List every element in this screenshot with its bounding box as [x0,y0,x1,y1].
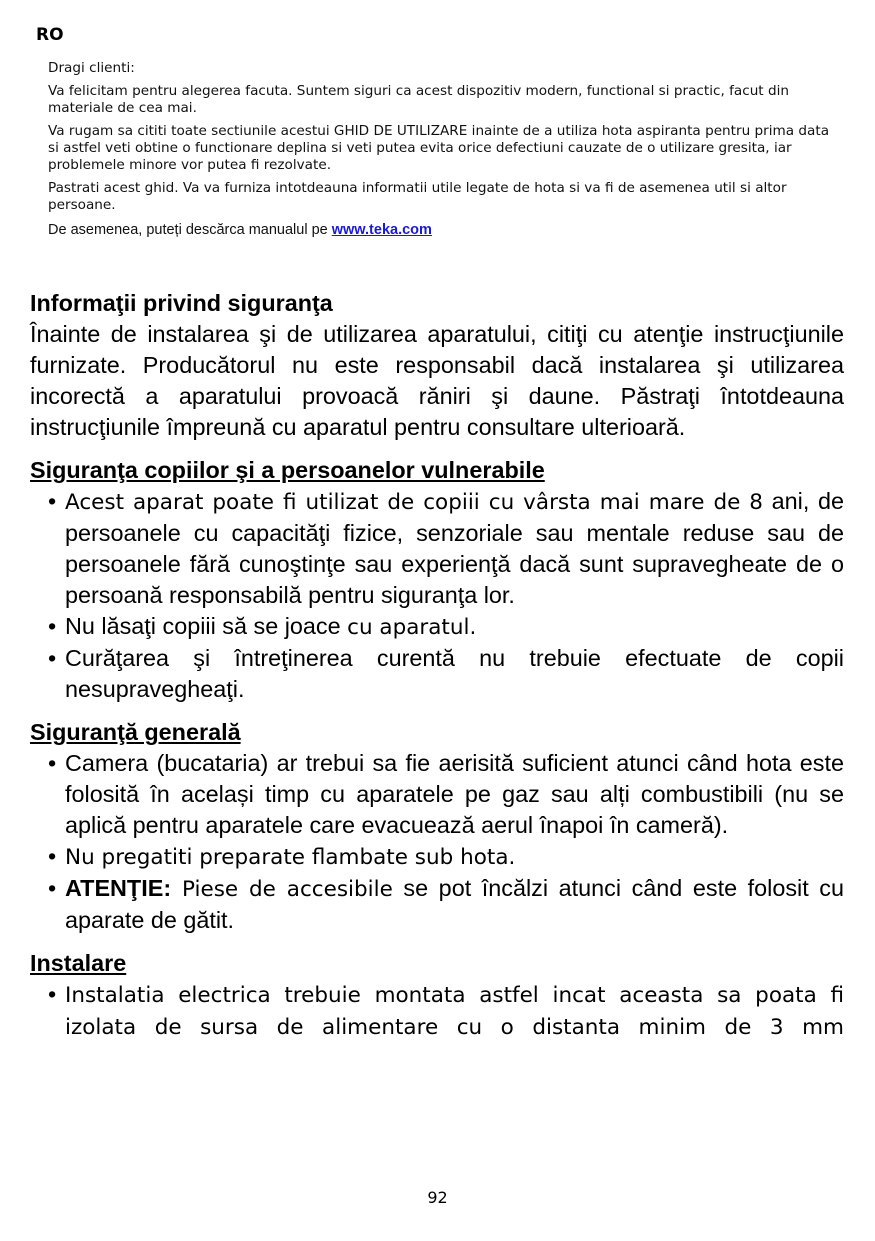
list-item [30,873,844,936]
list-item [30,486,844,611]
intro-paragraph-3: Pastrati acest ghid. Va va furniza intotdeauna informatii utile legate de hota si va fi de asemenea util si altor persoane. [48,180,787,213]
safety-paragraph: Înainte de instalarea şi de utilizarea aparatului, citiţi cu atenţie instrucţiunile furnizate. Producătorul nu este responsabil dacă instalarea şi utilizarea incorectă a aparatului provoacă răniri şi daune. Păstraţi întotdeauna instrucţiunile împreună cu aparatul pentru consultare ulterioară. [30,321,844,440]
install-list [30,979,844,1043]
general-safety-list [30,748,844,936]
list-item [30,643,844,705]
page-number: 92 [427,1188,448,1207]
download-link[interactable]: www.teka.com [331,222,432,238]
intro-paragraph-2: Va rugam sa cititi toate sectiunile acestui GHID DE UTILIZARE inainte de a utiliza hota aspiranta pentru prima data si astfel veti obtine o functionare deplina si veti putea evita orice defectiuni cauzate de o utilizare gresita, iar problemele minore vor putea fi rezolvate. [48,123,830,173]
list-item [30,979,844,1043]
download-text: De asemenea, puteți descărca manualul pe [48,222,332,238]
download-line [48,222,840,239]
bullet-icon: • [48,488,57,514]
general-safety-heading: Siguranţă generală [30,719,241,745]
children-item-2-part-a: Nu lăsaţi copiii să se joace [65,613,348,639]
list-item [30,611,844,643]
list-item [30,841,844,873]
install-heading: Instalare [30,950,127,976]
language-code: RO [36,25,64,45]
intro-section [48,60,840,245]
bullet-icon: • [48,645,57,671]
warning-label: ATENŢIE: [65,875,172,901]
general-item-3-part-b: se pot încălzi atunci când este folosit cu aparate de gătit. [65,875,845,933]
intro-greeting: Dragi clienti: [48,60,135,76]
bullet-icon: • [48,613,57,639]
children-safety-list [30,486,844,705]
install-item-1: Instalatia electrica trebuie montata astfel incat aceasta sa poata fi izolata de sursa de alimentare cu o distanta minim de 3 mm [65,983,844,1040]
list-item [30,748,844,841]
bullet-icon: • [48,843,57,869]
children-item-1-part-a: Acest aparat poate fi utilizat de copiii cu vârsta mai mare de 8 [65,490,763,515]
intro-paragraph-1: Va felicitam pentru alegerea facuta. Suntem siguri ca acest dispozitiv modern, functional si practic, facut din materiale de cea mai. [48,83,789,116]
children-safety-heading: Siguranţa copiilor şi a persoanelor vulnerabile [30,457,545,483]
general-item-2: Nu pregatiti preparate flambate sub hota. [65,845,516,870]
children-item-3: Curăţarea şi întreţinerea curentă nu trebuie efectuate de copii nesupravegheaţi. [65,645,844,702]
children-item-1-part-b: ani, de persoanele cu capacităţi fizice, senzoriale sau mentale reduse sau de persoanele fără cunoştinţe sau experienţă dacă sunt supravegheate de o persoană responsabilă pentru siguranţa lor. [65,488,844,608]
general-item-3-part-a: Piese de accesibile [171,877,393,902]
main-content [30,288,844,1043]
children-item-2-part-b: cu aparatul. [347,615,477,640]
general-item-1: Camera (bucataria) ar trebui sa fie aerisită suficient atunci când hota este folosită în același timp cu aparatele pe gaz sau alți combustibili (nu se aplică pentru aparatele care evacuează aerul înapoi în cameră). [65,750,844,838]
safety-heading: Informaţii privind siguranţa [30,290,333,316]
bullet-icon: • [48,750,57,776]
bullet-icon: • [48,981,57,1007]
bullet-icon: • [48,875,57,901]
